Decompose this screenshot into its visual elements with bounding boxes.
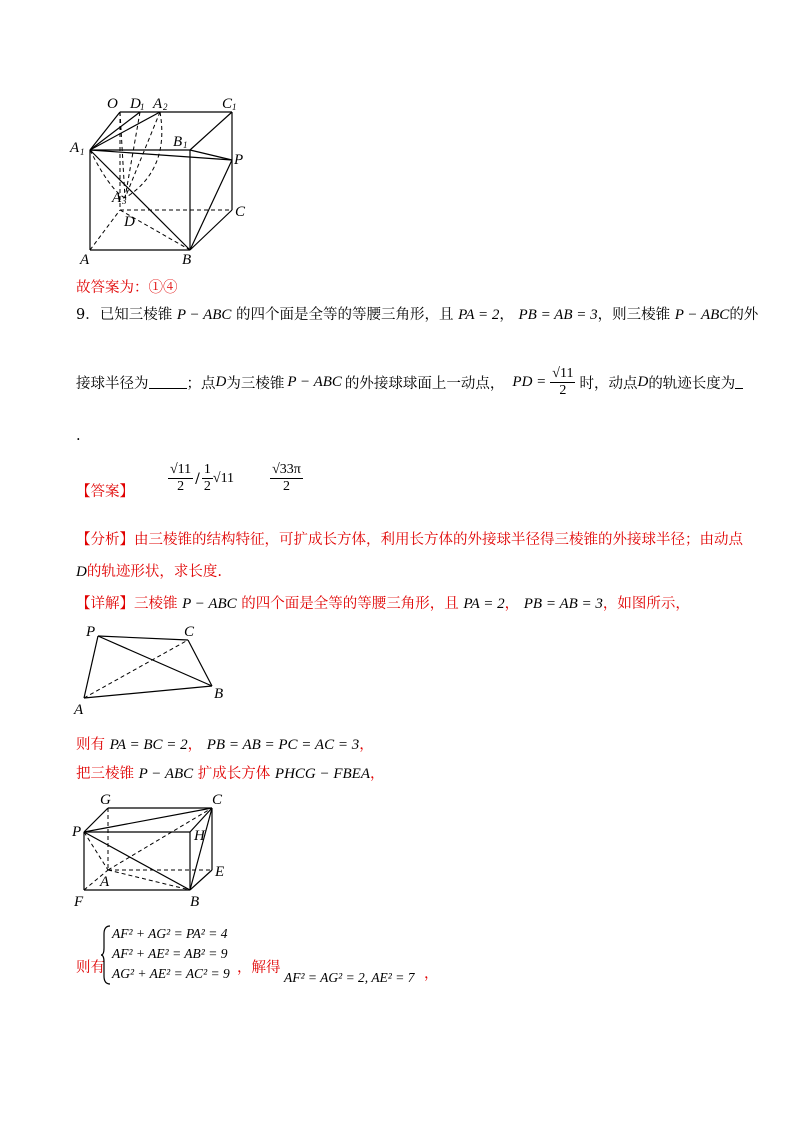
q9-math: PD = xyxy=(512,374,547,390)
fig1-label-P: P xyxy=(234,152,244,168)
fraction-numerator: √11 xyxy=(170,462,192,477)
expand-math: PHCG − FBEA xyxy=(274,766,371,782)
detail-math: PB = AB = 3 xyxy=(523,596,603,612)
analysis-line2 xyxy=(76,560,222,581)
q9-text: 为三棱锥 xyxy=(226,376,285,392)
expand-text: ， xyxy=(370,766,385,782)
brace-icon xyxy=(100,924,112,986)
q9-dot: . xyxy=(76,428,81,444)
fig1-label-C1-sub: 1 xyxy=(232,102,237,112)
analysis-text: 由三棱锥的结构特征，可扩成长方体，利用长方体的外接球半径得三棱锥的外接球半径；由动点 xyxy=(134,532,743,548)
fig3-label-F: F xyxy=(74,894,84,910)
fig1-label-D1: D xyxy=(130,96,141,112)
answer-sqrt: √11 xyxy=(212,470,235,486)
q9-text: ， xyxy=(499,307,514,323)
fig3-label-A: A xyxy=(100,874,110,890)
equation-system xyxy=(112,924,230,984)
q9-line2 xyxy=(76,366,743,399)
q9-math: P − ABC xyxy=(176,307,232,323)
figure-cube-1 xyxy=(60,90,260,270)
answer-blank xyxy=(149,376,187,389)
then-text: ， xyxy=(187,737,203,753)
q9-text: 的四个面是全等的等腰三角形，且 xyxy=(236,307,454,323)
detail-text: ，如图所示， xyxy=(602,596,690,612)
fig3-label-C: C xyxy=(212,792,223,808)
expand-text: 把三棱锥 xyxy=(76,766,134,782)
fraction-denominator: 2 xyxy=(203,479,211,494)
then-text: 则有 xyxy=(76,737,105,753)
system-comma: ， xyxy=(424,966,439,982)
fraction-denominator: 2 xyxy=(177,479,185,494)
answer-label: 【答案】 xyxy=(76,484,134,500)
fig1-label-D1-sub: 1 xyxy=(140,102,145,112)
detail-math: PA = 2 xyxy=(463,596,505,612)
q9-text: 已知三棱锥 xyxy=(99,307,173,323)
answer-fraction-2 xyxy=(202,462,213,495)
fig3-label-H: H xyxy=(194,828,205,844)
system-label: 则有 xyxy=(76,960,105,976)
q9-text: 时，动点 xyxy=(579,376,638,392)
answer-values xyxy=(168,462,303,495)
q9-line1 xyxy=(76,303,758,324)
fig3-label-P: P xyxy=(72,824,82,840)
fraction xyxy=(550,366,575,399)
figure-tetrahedron xyxy=(70,622,240,722)
fraction-numerator: 1 xyxy=(203,462,211,477)
fig2-label-P: P xyxy=(86,624,96,640)
expand-math: P − ABC xyxy=(138,766,194,782)
q9-math: P − ABC xyxy=(674,307,730,323)
system-result: AF² = AG² = 2, AE² = 7 xyxy=(284,970,415,985)
detail-math: P − ABC xyxy=(182,596,237,612)
q9-text: 的外接球球面上一动点， xyxy=(344,376,505,392)
equation-2: AF² + AE² = AB² = 9 xyxy=(112,946,228,961)
detail-text: 三棱锥 xyxy=(134,596,178,612)
q9-math: PA = 2 xyxy=(458,307,500,323)
detail-line xyxy=(76,592,690,613)
fig3-label-E: E xyxy=(215,864,225,880)
fig1-label-B: B xyxy=(182,252,192,268)
fig1-label-A2: A xyxy=(153,96,163,112)
fig1-label-A: A xyxy=(80,252,90,268)
q9-math: PB = AB = 3 xyxy=(518,307,598,323)
fig2-label-C: C xyxy=(184,624,195,640)
q9-text: ，则三棱锥 xyxy=(597,307,671,323)
equation-3: AG² + AE² = AC² = 9 xyxy=(112,966,230,981)
fig1-label-B1: B xyxy=(173,134,183,150)
analysis-line1 xyxy=(76,528,743,549)
then-math: PA = BC = 2 xyxy=(109,737,188,753)
q9-text: 的轨迹长度为 xyxy=(648,376,736,392)
then-math: PB = AB = PC = AC = 3 xyxy=(206,737,360,753)
solve-text: ，解得 xyxy=(237,960,281,976)
fig2-label-B: B xyxy=(214,686,224,702)
fig2-label-A: A xyxy=(74,702,84,718)
then-text: ， xyxy=(359,737,374,753)
fraction-numerator: √33π xyxy=(272,462,301,477)
fraction-numerator: √11 xyxy=(552,366,574,381)
expand-line xyxy=(76,762,385,783)
answer-separator: / xyxy=(195,470,200,487)
answer-blank xyxy=(735,376,743,389)
answer-line: 故答案为：①④ xyxy=(76,280,178,296)
detail-text: ， xyxy=(504,596,520,612)
fig1-label-A2-sub: 2 xyxy=(163,102,168,112)
fig1-label-A1: A xyxy=(70,140,80,156)
analysis-text: 的轨迹形状，求长度. xyxy=(86,564,222,580)
q9-math: P − ABC xyxy=(287,374,342,390)
q9-math: D xyxy=(215,374,227,390)
fig1-label-O: O xyxy=(107,96,118,112)
then-line xyxy=(76,733,374,754)
analysis-math: D xyxy=(76,564,87,580)
analysis-label: 【分析】 xyxy=(76,532,134,548)
detail-text: 的四个面是全等的等腰三角形，且 xyxy=(241,596,459,612)
fig1-label-C1: C xyxy=(222,96,233,112)
detail-label: 【详解】 xyxy=(76,596,134,612)
fig1-label-A3-sub: 3 xyxy=(122,196,127,206)
fig1-label-D: D xyxy=(124,214,135,230)
answer-fraction-3 xyxy=(270,462,303,495)
q9-text: 接球半径为 xyxy=(76,376,149,392)
fig1-label-A1-sub: 1 xyxy=(80,147,85,157)
fraction-denominator: 2 xyxy=(559,383,567,398)
fig1-label-A3: A xyxy=(112,190,122,206)
fig3-label-G: G xyxy=(100,792,111,808)
q9-text: ；点 xyxy=(186,376,216,392)
q9-text: 的外 xyxy=(729,307,759,323)
fig1-label-C: C xyxy=(235,204,246,220)
q9-math: D xyxy=(637,374,649,390)
q9-number: 9． xyxy=(76,307,100,323)
fig3-label-B: B xyxy=(190,894,200,910)
fraction-denominator: 2 xyxy=(282,479,290,494)
figure-cuboid xyxy=(70,790,240,910)
equation-1: AF² + AG² = PA² = 4 xyxy=(112,926,228,941)
expand-text: 扩成长方体 xyxy=(197,766,271,782)
fig1-label-B1-sub: 1 xyxy=(183,140,188,150)
answer-fraction-1 xyxy=(168,462,193,495)
